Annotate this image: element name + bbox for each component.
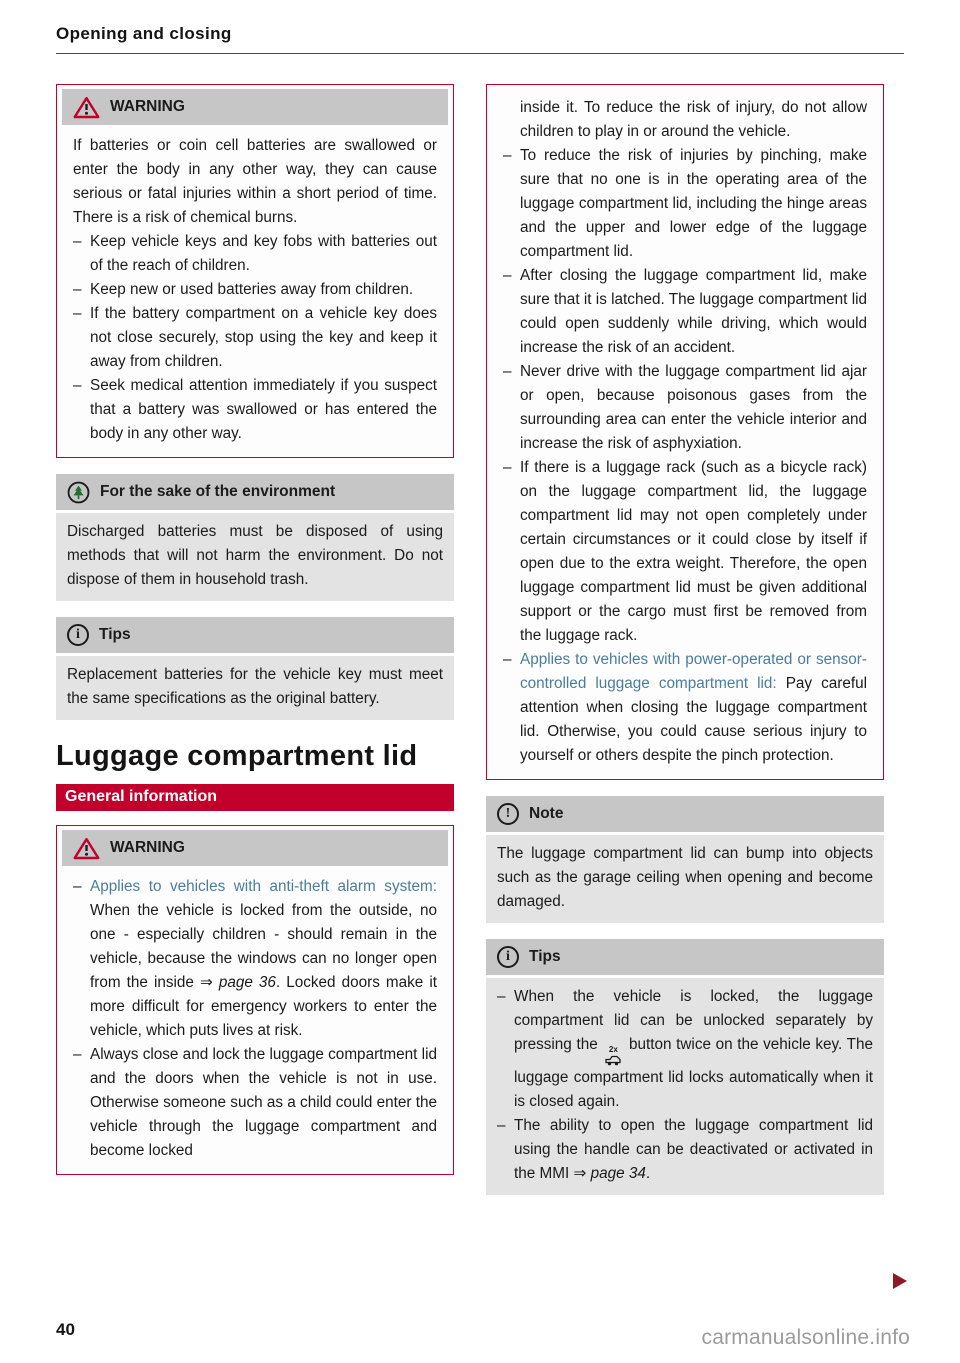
bullet-text — [514, 1114, 873, 1186]
warning-triangle-icon — [73, 96, 100, 119]
bullet-text — [514, 985, 873, 1114]
tips-title: Tips — [529, 948, 561, 965]
bullet-text-part: The ability to open the luggage compartment lid using the handle can be deactivated or activated in the MMI — [514, 1117, 873, 1182]
warning-box-general — [56, 825, 454, 1175]
note-box-header — [486, 796, 884, 832]
warning-bullet — [503, 264, 867, 360]
note-text: The luggage compartment lid can bump into objects such as the garage ceiling when opening and become damaged. — [497, 845, 873, 910]
warning-triangle-icon — [73, 837, 100, 860]
bullet-text-part: . Locked doors make it more difficult for emergency workers to enter the vehicle, which puts lives at risk. — [90, 974, 437, 1039]
bullet-text: After closing the luggage compartment lid, make sure that it is latched. The luggage compartment lid could open suddenly while driving, which would increase the risk of an accident. — [520, 267, 867, 356]
bullet-text: Seek medical attention immediately if you suspect that a battery was swallowed or has entered the body in any other way. — [90, 377, 437, 442]
bullet-marker: – — [503, 459, 512, 476]
bullet-text — [90, 875, 437, 1043]
warning-box-header — [62, 89, 448, 125]
warning-bullet — [503, 456, 867, 648]
tips-box-header — [486, 939, 884, 975]
bullet-marker: – — [73, 878, 82, 895]
bullet-marker: – — [73, 281, 82, 298]
warning-bullet — [73, 374, 437, 446]
warning-box-body — [62, 868, 448, 1172]
bullet-text: If the battery compartment on a vehicle key does not close securely, stop using the key and keep it away from children. — [90, 305, 437, 370]
warning-bullet — [73, 278, 437, 302]
tips-box-body — [56, 656, 454, 720]
tips-bullet — [497, 1114, 873, 1186]
info-icon-glyph: i — [506, 949, 510, 964]
bullet-marker: – — [73, 233, 82, 250]
bullet-text-part: button twice on the vehicle key. The luggage compartment lid locks automatically when it is closed again. — [514, 1036, 873, 1110]
applies-to-note: Applies to vehicles with anti-theft alarm system: — [90, 878, 437, 895]
warning-bullet — [73, 875, 437, 1043]
bullet-text — [520, 648, 867, 768]
warning-continued-text: inside it. To reduce the risk of injury, do not allow children to play in or around the vehicle. — [520, 99, 867, 140]
info-icon — [497, 946, 519, 968]
warning-title: WARNING — [110, 839, 185, 856]
page-ref-34-link[interactable]: ⇒ page 34 — [573, 1165, 646, 1182]
bullet-text-part: . — [645, 1165, 651, 1182]
subsection-banner: General information — [56, 784, 454, 811]
bullet-marker: – — [503, 147, 512, 164]
bullet-text: If there is a luggage rack (such as a bicycle rack) on the luggage compartment lid, the luggage compartment lid may not open completely under certain circumstances or it could close by itself if open due to the extra weight. Therefore, the open luggage compartment lid must be given additional support or the cargo must first be removed from the luggage rack. — [520, 459, 867, 644]
warning-bullet — [73, 230, 437, 278]
warning-title: WARNING — [110, 98, 185, 115]
bullet-marker: – — [497, 988, 506, 1005]
bullet-text: Keep vehicle keys and key fobs with batteries out of the reach of children. — [90, 233, 437, 274]
note-icon-glyph: ! — [505, 806, 511, 821]
warning-bullet — [503, 648, 867, 768]
left-column — [56, 84, 454, 1191]
environment-box-header — [56, 474, 454, 510]
tips-title: Tips — [99, 626, 131, 643]
environment-title: For the sake of the environment — [100, 483, 336, 500]
warning-box-body — [62, 127, 448, 455]
environment-box — [56, 474, 454, 601]
tips-box-body — [486, 978, 884, 1195]
tips-box-battery — [56, 617, 454, 720]
applies-to-note: Applies to vehicles with power-operated or sensor-controlled luggage compartment lid: — [520, 651, 867, 692]
bullet-text-part: When the vehicle is locked from the outside, no one - especially children - should remain in the vehicle, because the windows can no longer open from the inside — [90, 902, 437, 991]
bullet-marker: – — [503, 363, 512, 380]
bullet-marker: – — [73, 1046, 82, 1063]
warning-box-general-continued — [486, 84, 884, 780]
warning-box-batteries — [56, 84, 454, 458]
note-exclamation-icon — [497, 803, 519, 825]
warning-box-body — [492, 89, 878, 777]
page-ref-36-link[interactable]: ⇒ page 36 — [199, 974, 276, 991]
warning-bullet — [73, 1043, 437, 1163]
bullet-text: Never drive with the luggage compartment lid ajar or open, because poisonous gases from the surrounding area can enter the vehicle interior and increase the risk of asphyxiation. — [520, 363, 867, 452]
warning-bullet — [503, 360, 867, 456]
bullet-marker: – — [497, 1117, 506, 1134]
warning-bullet — [73, 302, 437, 374]
info-icon-glyph: i — [76, 627, 80, 642]
warning-box-header — [62, 830, 448, 866]
bullet-marker: – — [503, 651, 512, 668]
bullet-text: Keep new or used batteries away from children. — [90, 281, 414, 298]
bullet-text: Always close and lock the luggage compartment lid and the doors when the vehicle is not in use. Otherwise someone such as a child could enter the vehicle through the luggage compartment and become locked — [90, 1046, 437, 1159]
info-icon — [67, 624, 89, 646]
tips-box-luggage — [486, 939, 884, 1195]
environment-text: Discharged batteries must be disposed of using methods that will not harm the environment. Do not dispose of them in household trash. — [67, 523, 443, 588]
bullet-marker: – — [73, 377, 82, 394]
note-title: Note — [529, 805, 564, 822]
warning-intro: If batteries or coin cell batteries are swallowed or enter the body in any other way, they can cause serious or fatal injuries within a short period of time. There is a risk of chemical burns. — [73, 137, 437, 226]
note-box — [486, 796, 884, 923]
tips-text: Replacement batteries for the vehicle key must meet the same specifications as the original battery. — [67, 666, 443, 707]
environment-box-body — [56, 513, 454, 601]
tips-bullet — [497, 985, 873, 1114]
bullet-text-part: When the vehicle is locked, the luggage compartment lid can be unlocked separately by pressing the — [514, 988, 873, 1053]
bullet-marker: – — [503, 267, 512, 284]
trunk-button-label: 2x — [608, 1045, 618, 1054]
warning-bullet — [503, 144, 867, 264]
trunk-release-button-icon — [604, 1046, 622, 1066]
page-number: 40 — [56, 1320, 75, 1339]
section-heading: Luggage compartment lid — [56, 740, 418, 772]
watermark-text: carmanualsonline.info — [701, 1326, 910, 1349]
right-column — [486, 84, 884, 1211]
environment-tree-icon — [67, 481, 90, 504]
bullet-marker: – — [73, 305, 82, 322]
chapter-title: Opening and closing — [56, 24, 904, 54]
bullet-text-part: Pay careful attention when closing the luggage compartment lid. Otherwise, you could cause serious injury to yourself or others despite the pinch protection. — [520, 675, 867, 764]
two-column-layout — [56, 84, 904, 1211]
tips-box-header — [56, 617, 454, 653]
page-continuation-arrow-icon — [892, 1272, 908, 1295]
bullet-text: To reduce the risk of injuries by pinching, make sure that no one is in the operating area of the luggage compartment lid, including the hinge areas and the upper and lower edge of the luggage compartment lid. — [520, 147, 867, 260]
note-box-body — [486, 835, 884, 923]
